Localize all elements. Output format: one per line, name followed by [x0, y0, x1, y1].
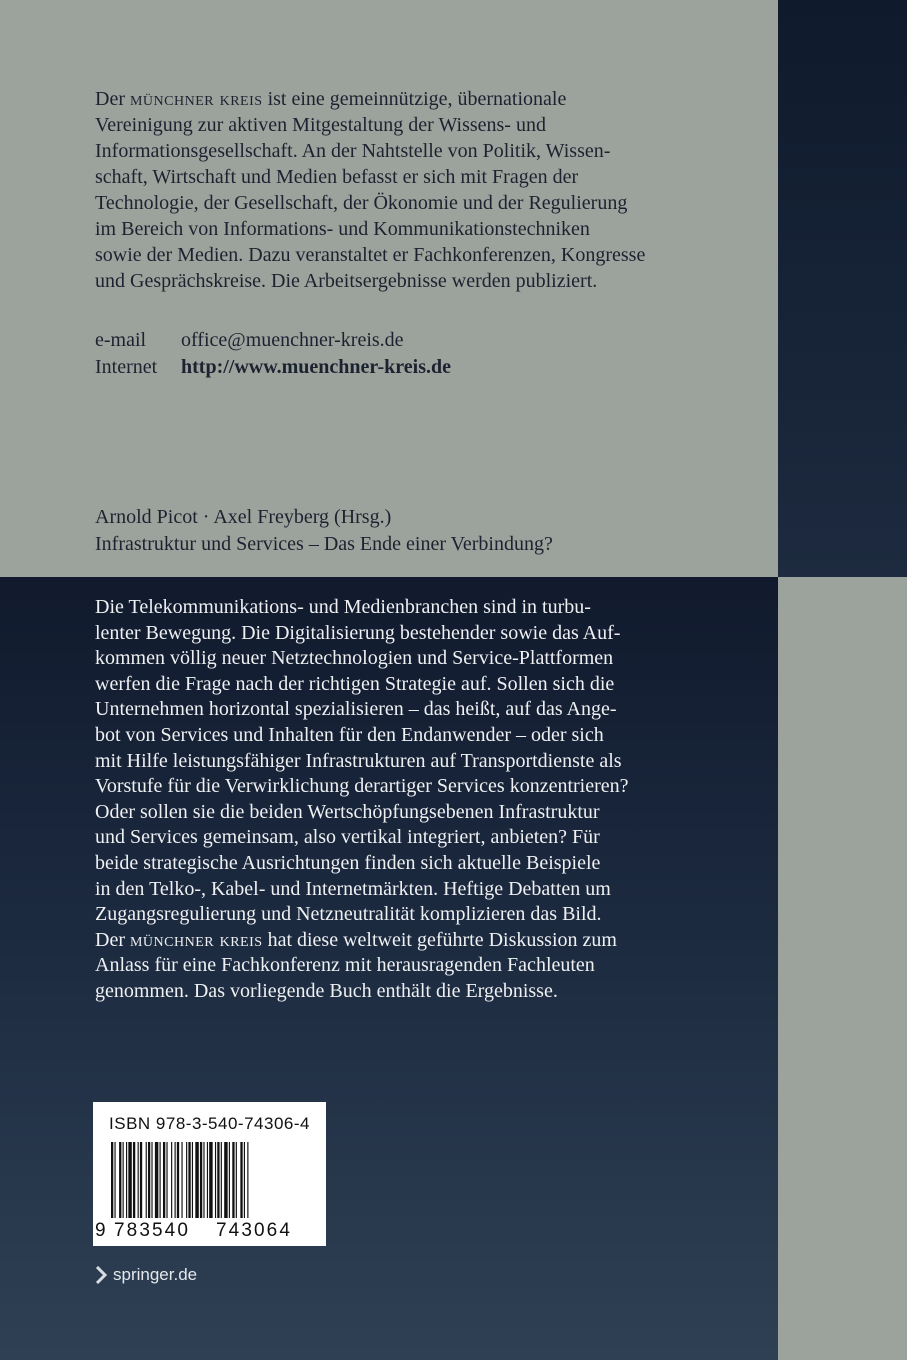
barcode-bar [203, 1142, 204, 1218]
about-line: und Gesprächskreise. Die Arbeitsergebnisse werden publiziert. [95, 270, 598, 292]
barcode-bar [192, 1142, 193, 1218]
blurb-line: mit Hilfe leistungsfähiger Infrastrukturen auf Transportdienste als [95, 749, 622, 772]
barcode-bar [114, 1142, 115, 1218]
barcode-digits-left: 783540 [114, 1220, 191, 1241]
about-line: Vereinigung zur aktiven Mitgestaltung der Wissens- und [95, 114, 546, 136]
internet-row [95, 354, 451, 381]
barcode-bar [229, 1142, 230, 1218]
barcode-bar [221, 1142, 222, 1218]
publisher-site: springer.de [113, 1265, 198, 1284]
isbn-barcode [93, 1102, 326, 1246]
barcode-bar [188, 1142, 190, 1218]
barcode-bar [148, 1142, 150, 1218]
barcode-bar [111, 1142, 113, 1218]
org-name: münchner kreis [129, 928, 263, 951]
barcode-bar [138, 1142, 139, 1218]
barcode-bar [217, 1142, 219, 1218]
barcode-bar [181, 1142, 182, 1218]
barcode-bar [128, 1142, 131, 1218]
barcode-bar [160, 1142, 161, 1218]
blurb-line: Anlass für eine Fachkonferenz mit herausragenden Fachleuten [95, 954, 595, 977]
publisher-link[interactable] [95, 1265, 197, 1285]
blurb-line: Der münchner kreis hat diese weltweit geführte Diskussion zum [95, 928, 617, 951]
org-name: münchner kreis [129, 88, 263, 110]
blurb-line: beide strategische Ausrichtungen finden sich aktuelle Beispiele [95, 851, 601, 874]
blurb-line: bot von Services und Inhalten für den Endanwender – oder sich [95, 723, 604, 746]
barcode-digit-first: 9 [95, 1220, 106, 1241]
blurb-line: Zugangsregulierung und Netzneutralität komplizieren das Bild. [95, 903, 602, 926]
barcode-bar [146, 1142, 147, 1218]
barcode-bar [123, 1142, 124, 1218]
about-paragraph [95, 86, 735, 294]
barcode-bar [126, 1142, 127, 1218]
chevron-right-icon [95, 1266, 107, 1284]
barcode-bar [140, 1142, 142, 1218]
barcode-bar [177, 1142, 179, 1218]
barcode-bar [236, 1142, 237, 1218]
barcode-bar [247, 1142, 248, 1218]
website-link[interactable]: http://www.muenchner-kreis.de [181, 356, 451, 378]
blurb-line: Unternehmen horizontal spezialisieren – das heißt, auf das Ange- [95, 698, 617, 721]
book-authors: Arnold Picot · Axel Freyberg (Hrsg.) [95, 506, 392, 528]
blurb-line: kommen völlig neuer Netztechnologien und Service-Plattformen [95, 647, 614, 670]
barcode-bar [175, 1142, 176, 1218]
barcode-bar [240, 1142, 242, 1218]
blurb-line: lenter Bewegung. Die Digitalisierung bestehender sowie das Auf- [95, 621, 621, 644]
barcode-bar [195, 1142, 198, 1218]
dark-stripe-top [778, 0, 907, 577]
barcode-bar [133, 1142, 135, 1218]
blurb-line: Die Telekommunikations- und Medienbranchen sind in turbu- [95, 596, 591, 618]
blurb-line: genommen. Das vorliegende Buch enthält die Ergebnisse. [95, 979, 558, 1002]
barcode-bar [207, 1142, 208, 1218]
light-stripe-bottom [778, 577, 907, 1360]
book-info [95, 504, 553, 558]
blurb-line: Vorstufe für die Verwirklichung derartiger Services konzentrieren? [95, 775, 629, 798]
barcode-bar [224, 1142, 227, 1218]
about-line: schaft, Wirtschaft und Medien befasst er sich mit Fragen der [95, 166, 579, 188]
barcode-bar [232, 1142, 234, 1218]
barcode-digits-right: 743064 [216, 1220, 293, 1241]
about-line: im Bereich von Informations- und Kommunikationstechniken [95, 218, 590, 240]
blurb-line: Oder sollen sie die beiden Wertschöpfungsebenen Infrastruktur [95, 800, 600, 823]
about-line: Technologie, der Gesellschaft, der Ökonomie und der Regulierung [95, 192, 628, 214]
barcode-bar [209, 1142, 212, 1218]
blurb-line: und Services gemeinsam, also vertikal integriert, anbieten? Für [95, 826, 600, 849]
contact-block [95, 327, 451, 381]
about-line: sowie der Medien. Dazu veranstaltet er Fachkonferenzen, Kongresse [95, 244, 646, 266]
barcode-bar [163, 1142, 165, 1218]
barcode-bar [215, 1142, 216, 1218]
blurb-line: werfen die Frage nach der richtigen Strategie auf. Sollen sich die [95, 672, 615, 695]
barcode-bar [200, 1142, 202, 1218]
barcode-bar [151, 1142, 152, 1218]
about-line: Der münchner kreis ist eine gemeinnützige, übernationale [95, 88, 567, 110]
barcode-bar [244, 1142, 245, 1218]
barcode-bar [119, 1142, 121, 1218]
email-row [95, 327, 451, 354]
about-line: Informationsgesellschaft. An der Nahtstelle von Politik, Wissen- [95, 140, 611, 162]
blurb-line: in den Telko-, Kabel- und Internetmärkten. Heftige Debatten um [95, 877, 611, 900]
email-address[interactable]: office@muenchner-kreis.de [181, 329, 404, 351]
email-label: e-mail [95, 329, 147, 351]
barcode-bar [171, 1142, 172, 1218]
barcode-bar [166, 1142, 167, 1218]
barcode-bar [155, 1142, 158, 1218]
barcode-bar [186, 1142, 187, 1218]
isbn-label: ISBN 978-3-540-74306-4 [109, 1114, 310, 1133]
internet-label: Internet [95, 356, 158, 378]
book-title: Infrastruktur und Services – Das Ende einer Verbindung? [95, 533, 553, 555]
blurb-paragraph [95, 595, 745, 1005]
